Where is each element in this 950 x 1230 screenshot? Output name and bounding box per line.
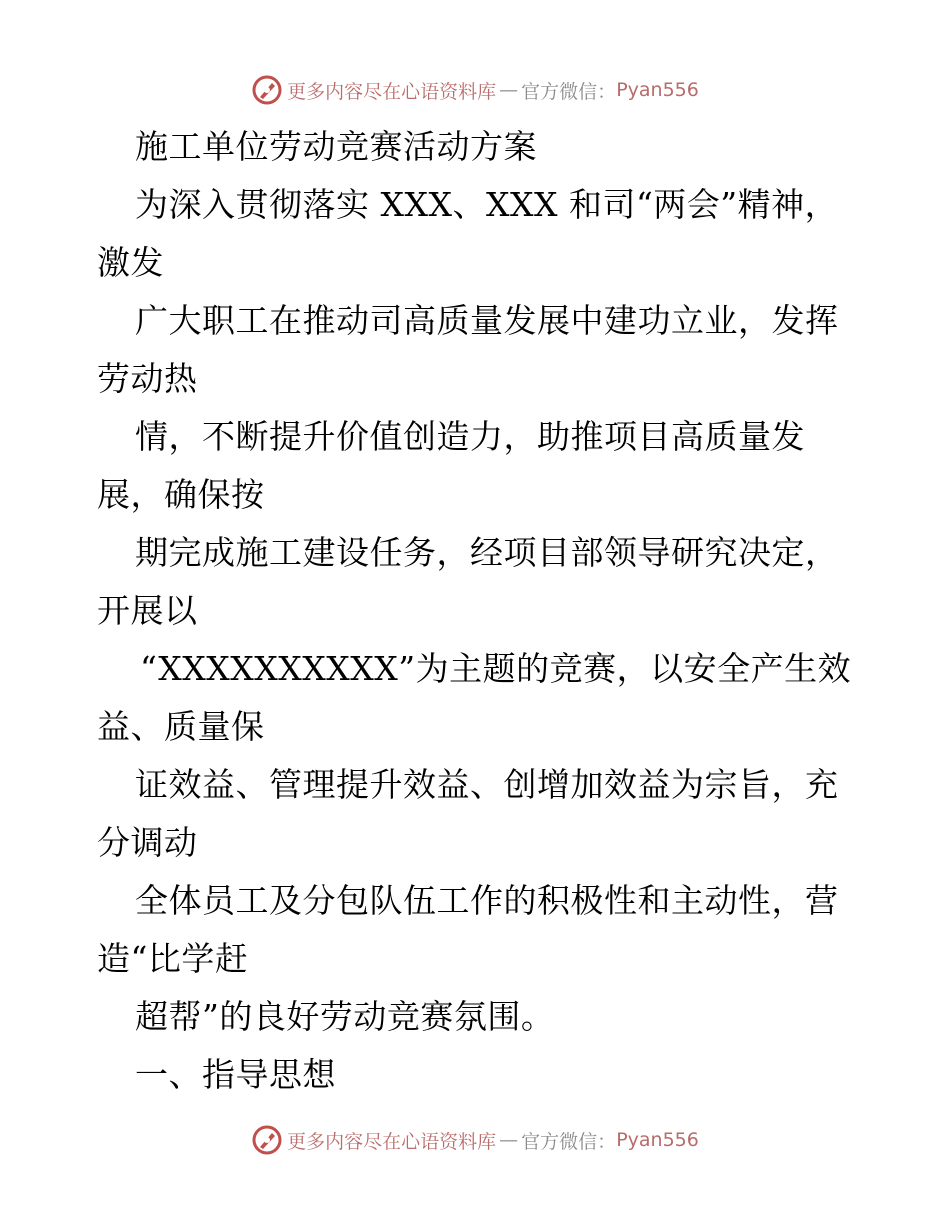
document-line: 展，确保按 [97, 475, 265, 514]
header-watermark-banner [0, 70, 950, 110]
document-line: 造“比学赶 [97, 939, 249, 978]
document-line: 期完成施工建设任务，经项目部领导研究决定， [135, 533, 839, 572]
document-line: 超帮”的良好劳动竞赛氛围。 [135, 997, 555, 1036]
document-line: 证效益、管理提升效益、创增加效益为宗旨，充 [135, 765, 839, 804]
document-line: 益、质量保 [97, 707, 265, 746]
banner-wechat-label: 官方微信： [521, 1130, 617, 1153]
document-line: 激发 [97, 243, 164, 282]
pen-logo-icon [251, 1124, 283, 1156]
document-line: 分调动 [97, 823, 198, 862]
banner-wechat-id: Pyan556 [616, 79, 699, 101]
document-line: 为深入贯彻落实 XXX、XXX 和司“两会”精神， [135, 185, 839, 224]
document-line: “XXXXXXXXXX”为主题的竞赛，以安全产生效 [140, 649, 852, 688]
banner-wechat-id: Pyan556 [616, 1129, 699, 1151]
document-line: 开展以 [97, 591, 198, 630]
banner-separator: — [499, 1129, 519, 1151]
document-line: 广大职工在推动司高质量发展中建功立业，发挥 [135, 301, 839, 340]
section-heading: 一、指导思想 [135, 1055, 336, 1094]
banner-main-text: 更多内容尽在心语资料库 [287, 1130, 497, 1153]
banner-separator: — [499, 79, 519, 101]
document-line: 全体员工及分包队伍工作的积极性和主动性，营 [135, 881, 839, 920]
document-title: 施工单位劳动竞赛活动方案 [135, 127, 537, 166]
footer-watermark-banner [0, 1120, 950, 1160]
banner-main-text: 更多内容尽在心语资料库 [287, 80, 497, 103]
document-line: 情，不断提升价值创造力，助推项目高质量发 [135, 417, 805, 456]
document-line: 劳动热 [97, 359, 198, 398]
banner-wechat-label: 官方微信： [521, 80, 617, 103]
pen-logo-icon [251, 74, 283, 106]
